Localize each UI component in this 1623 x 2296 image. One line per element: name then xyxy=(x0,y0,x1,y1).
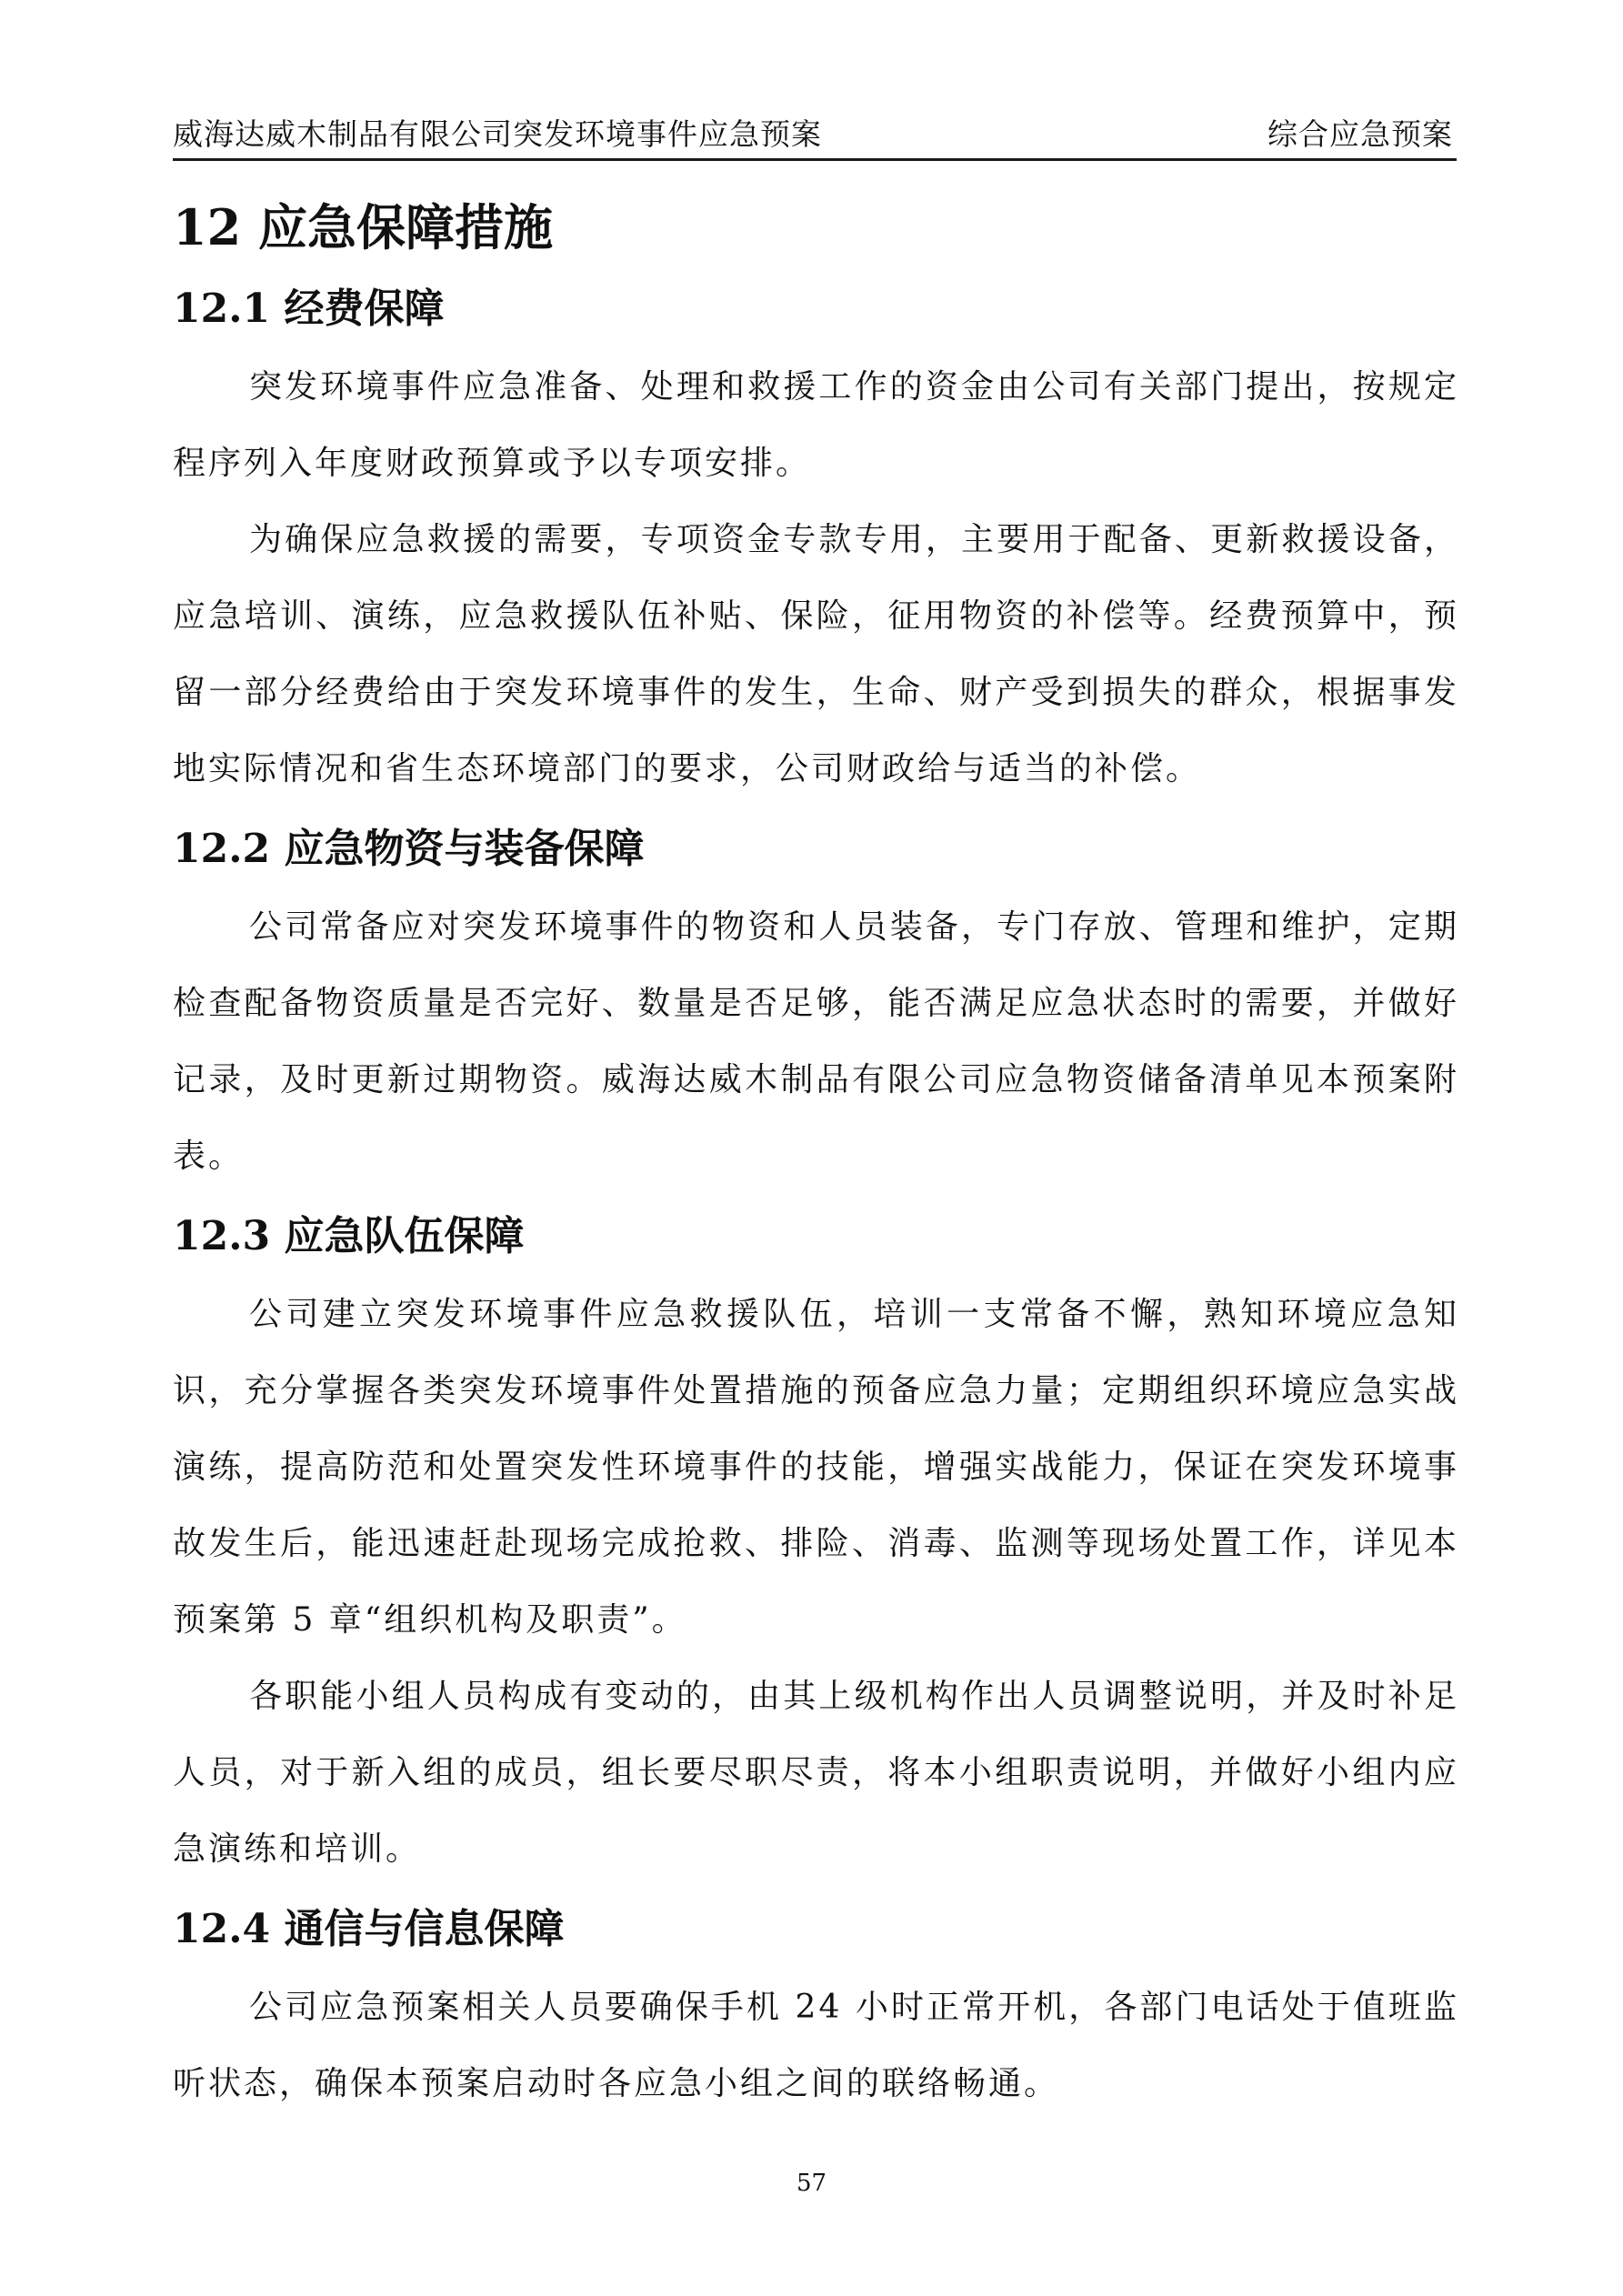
section-funding xyxy=(173,273,1459,807)
section-title: 12.2 应急物资与装备保障 xyxy=(173,826,645,872)
header-section-label: 综合应急预案 xyxy=(1267,116,1453,152)
paragraph: 公司常备应对突发环境事件的物资和人员装备，专门存放、管理和维护，定期检查配备物资质量是否完好、数量是否足够，能否满足应急状态时的需要，并做好记录，及时更新过期物资。威海达威木制品有限公司应急物资储备清单见本预案附表。 xyxy=(173,908,1459,1175)
paragraph: 突发环境事件应急准备、处理和救援工作的资金由公司有关部门提出，按规定程序列入年度财政预算或予以专项安排。 xyxy=(173,368,1459,482)
section-materials-equipment xyxy=(173,813,1459,1195)
paragraph: 公司建立突发环境事件应急救援队伍，培训一支常备不懈，熟知环境应急知识，充分掌握各类突发环境事件处置措施的预备应急力量；定期组织环境应急实战演练，提高防范和处置突发性环境事件的技能，增强实战能力，保证在突发环境事故发生后，能迅速赶赴现场完成抢救、排险、消毒、监测等现场处置工作，详见本预案第 5 章“组织机构及职责”。 xyxy=(173,1296,1459,1639)
paragraph: 公司应急预案相关人员要确保手机 24 小时正常开机，各部门电话处于值班监听状态，确保本预案启动时各应急小组之间的联络畅通。 xyxy=(173,1989,1459,2102)
page-header xyxy=(173,107,1457,161)
header-document-title: 威海达威木制品有限公司突发环境事件应急预案 xyxy=(173,116,822,152)
section-communication xyxy=(173,1893,1459,2122)
section-title: 12.3 应急队伍保障 xyxy=(173,1213,525,1259)
page-number: 57 xyxy=(796,2170,827,2197)
section-emergency-team xyxy=(173,1200,1459,1888)
paragraph: 各职能小组人员构成有变动的，由其上级机构作出人员调整说明，并及时补足人员，对于新入组的成员，组长要尽职尽责，将本小组职责说明，并做好小组内应急演练和培训。 xyxy=(173,1678,1459,1868)
page-content xyxy=(173,189,1459,2122)
section-title: 12.4 通信与信息保障 xyxy=(173,1906,565,1952)
chapter-title: 12 应急保障措施 xyxy=(173,198,553,256)
section-title: 12.1 经费保障 xyxy=(173,286,445,332)
paragraph: 为确保应急救援的需要，专项资金专款专用，主要用于配备、更新救援设备，应急培训、演练，应急救援队伍补贴、保险，征用物资的补偿等。经费预算中，预留一部分经费给由于突发环境事件的发生，生命、财产受到损失的群众，根据事发地实际情况和省生态环境部门的要求，公司财政给与适当的补偿。 xyxy=(173,521,1459,787)
